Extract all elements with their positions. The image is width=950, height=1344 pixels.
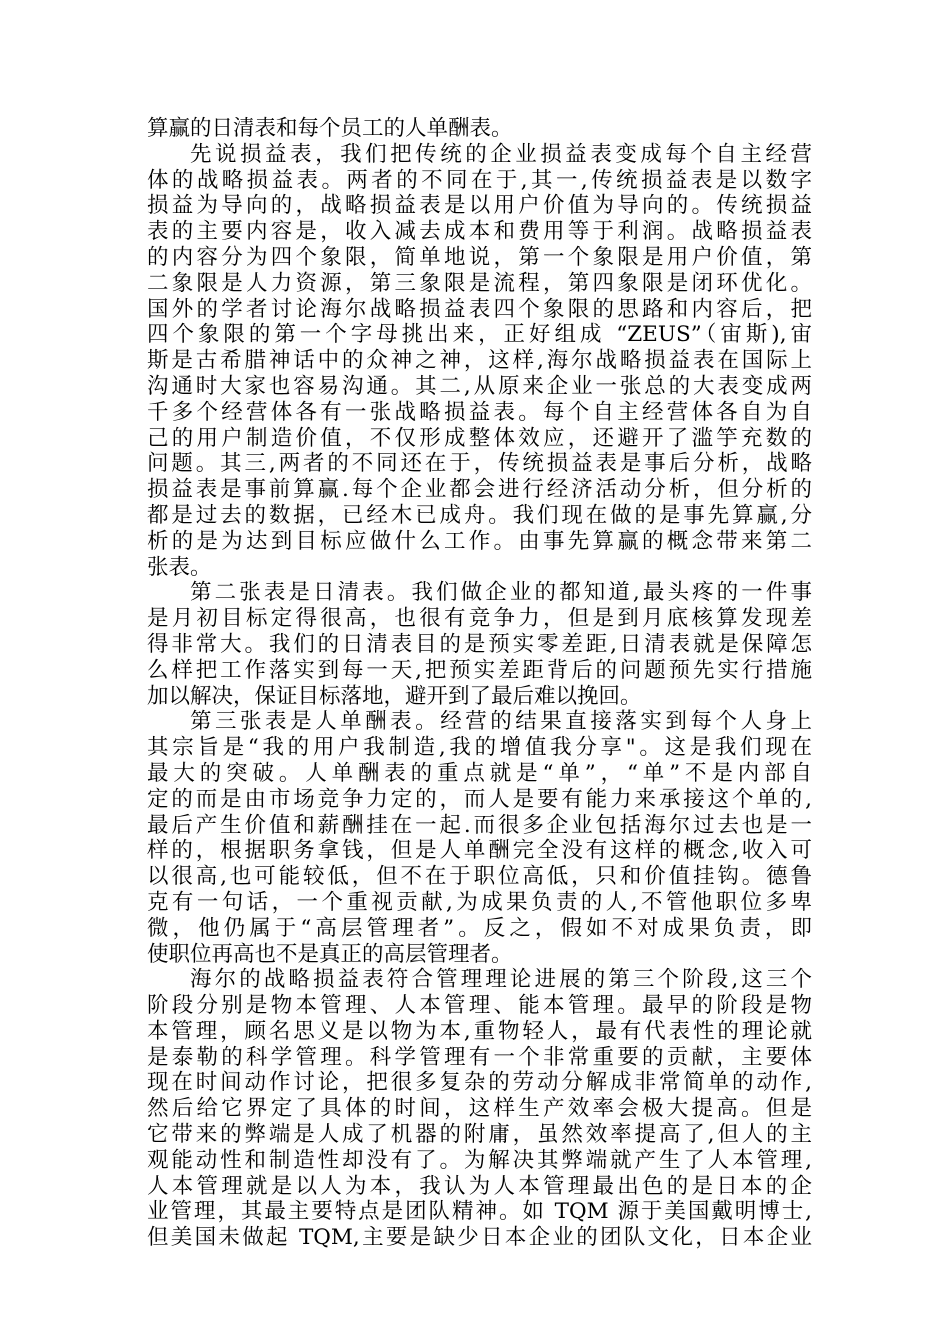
text-line: 但美国未做起 TQM,主要是缺少日本企业的团队文化，日本企业 [147,1225,812,1251]
text-line: 问题。其三,两者的不同还在于，传统损益表是事后分析，战略 [147,451,812,477]
text-line: 四个象限的第一个字母挑出来，正好组成 “ZEUS”（宙斯),宙 [147,322,812,348]
text-line: 斯是古希腊神话中的众神之神，这样,海尔战略损益表在国际上 [147,348,812,374]
text-line: 人本管理就是以人为本，我认为人本管理最出色的是日本的企 [147,1173,812,1199]
text-line: 最后产生价值和薪酬挂在一起.而很多企业包括海尔过去也是一 [147,812,812,838]
paragraph-start-line: 海尔的战略损益表符合管理理论进展的第三个阶段,这三个 [190,967,812,993]
text-line: 以很高,也可能较低，但不在于职位高低，只和价值挂钩。德鲁 [147,864,812,890]
text-line: 表的主要内容是，收入减去成本和费用等于利润。战略损益表 [147,219,812,245]
text-line: 是泰勒的科学管理。科学管理有一个非常重要的贡献，主要体 [147,1044,812,1070]
text-line: 是月初目标定得很高，也很有竞争力，但是到月底核算发现差 [147,606,812,632]
text-line: 业管理，其最主要特点是团队精神。如 TQM 源于美国戴明博士, [147,1199,812,1225]
text-line: 样的，根据职务拿钱，但是人单酬完全没有这样的概念,收入可 [147,838,812,864]
paragraph-start-line: 第三张表是人单酬表。经营的结果直接落实到每个人身上 [190,709,812,735]
text-line: 国外的学者讨论海尔战略损益表四个象限的思路和内容后，把 [147,296,812,322]
body-text [147,116,812,1251]
text-line: 然后给它界定了具体的时间，这样生产效率会极大提高。但是 [147,1096,812,1122]
text-line: 最大的突破。人单酬表的重点就是“单”，“单”不是内部自 [147,760,812,786]
text-line: 定的而是由市场竞争力定的，而人是要有能力来承接这个单的, [147,786,812,812]
text-line: 沟通时大家也容易沟通。其二,从原来企业一张总的大表变成两 [147,373,812,399]
text-line: 得非常大。我们的日清表目的是预实零差距,日清表就是保障怎 [147,631,812,657]
text-line: 算赢的日清表和每个员工的人单酬表。 [147,116,513,141]
paragraph-end-line: 使职位再高也不是真正的高层管理者。 [147,941,513,967]
paragraph-start-line: 先说损益表，我们把传统的企业损益表变成每个自主经营 [190,141,812,167]
text-line: 损益为导向的，战略损益表是以用户价值为导向的。传统损益 [147,193,812,219]
text-line: 都是过去的数据，已经木已成舟。我们现在做的是事先算赢,分 [147,502,812,528]
text-line: 二象限是人力资源，第三象限是流程，第四象限是闭环优化。 [147,270,812,296]
paragraph-start-line: 第二张表是日清表。我们做企业的都知道,最头疼的一件事 [190,580,812,606]
text-line: 么样把工作落实到每一天,把预实差距背后的问题预先实行措施 [147,657,812,683]
text-line: 观能动性和制造性却没有了。为解决其弊端就产生了人本管理, [147,1147,812,1173]
text-line: 本管理，顾名思义是以物为本,重物轻人，最有代表性的理论就 [147,1018,812,1044]
text-line: 克有一句话，一个重视贡献,为成果负责的人,不管他职位多卑 [147,889,812,915]
text-line: 己的用户制造价值，不仅形成整体效应，还避开了滥竽充数的 [147,425,812,451]
text-line: 千多个经营体各有一张战略损益表。每个自主经营体各自为自 [147,399,812,425]
text-line: 析的是为达到目标应做什么工作。由事先算赢的概念带来第二 [147,528,812,554]
text-line: 它带来的弊端是人成了机器的附庸，虽然效率提高了,但人的主 [147,1122,812,1148]
paragraph-end-line: 张表。 [147,554,212,580]
paragraph-end-line: 加以解决，保证目标落地，避开到了最后难以挽回。 [147,683,642,709]
text-line: 其宗旨是“我的用户我制造,我的增值我分享"。这是我们现在 [147,735,812,761]
text-line: 微，他仍属于“高层管理者”。反之，假如不对成果负责，即 [147,915,812,941]
text-line: 现在时间动作讨论，把很多复杂的劳动分解成非常简单的动作, [147,1070,812,1096]
text-line: 的内容分为四个象限，简单地说，第一个象限是用户价值，第 [147,244,812,270]
text-line: 损益表是事前算赢.每个企业都会进行经济活动分析，但分析的 [147,477,812,503]
text-line: 阶段分别是物本管理、人本管理、能本管理。最早的阶段是物 [147,993,812,1019]
text-line: 体的战略损益表。两者的不同在于,其一,传统损益表是以数字 [147,167,812,193]
